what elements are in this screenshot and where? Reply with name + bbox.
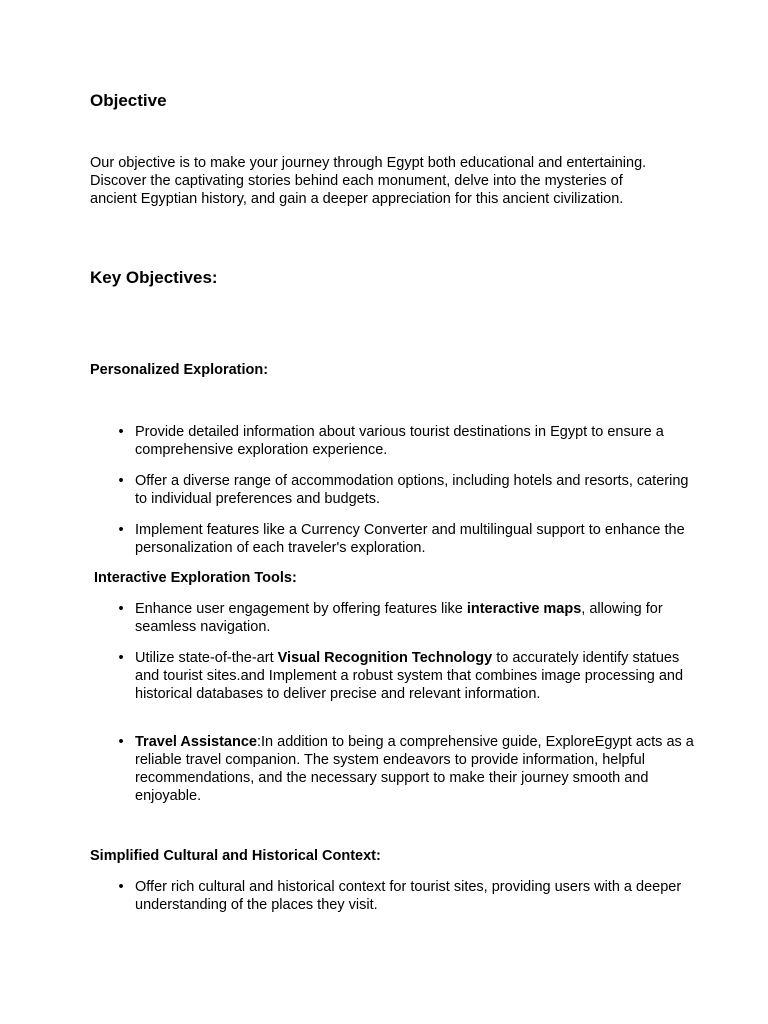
bullet-icon: • [118,522,124,538]
objective-heading: Objective [90,91,167,110]
bullet-icon: • [118,650,124,666]
section-heading-personalized-exploration: Personalized Exploration: [90,362,269,378]
list-item: • Offer a diverse range of accommodation options, including hotels and resorts, catering to individual preferences and budgets. [135,472,695,508]
bullet-icon: • [118,879,124,895]
list-item: • Provide detailed information about various tourist destinations in Egypt to ensure a comprehensive exploration experience. [135,423,695,459]
list-item: • Enhance user engagement by offering features like interactive maps, allowing for seamless navigation. [135,600,695,636]
list-item: • Implement features like a Currency Converter and multilingual support to enhance the personalization of each traveler's exploration. [135,521,695,557]
key-objectives-heading: Key Objectives: [90,268,218,287]
section-heading-interactive-exploration-tools: Interactive Exploration Tools: [94,570,297,586]
list-item: • Utilize state-of-the-art Visual Recognition Technology to accurately identify statues and tourist sites.and Implement a robust system that combines image processing and historical databases to deliver precise and relevant information. [135,649,695,703]
bullet-icon: • [118,734,124,750]
bullet-icon: • [118,424,124,440]
list-item: • Travel Assistance:In addition to being a comprehensive guide, ExploreEgypt acts as a reliable travel companion. The system endeavors to provide information, helpful recommendations, and the necessary support to make their journey smooth and enjoyable. [135,733,695,805]
list-item: • Offer rich cultural and historical context for tourist sites, providing users with a deeper understanding of the places they visit. [135,878,695,914]
section-heading-simplified-cultural-historical-context: Simplified Cultural and Historical Context: [90,848,381,864]
objective-paragraph: Our objective is to make your journey through Egypt both educational and entertaining. Discover the captivating stories behind each monument, delve into the mysteries of ancient Egyptian history, and gain a deeper appreciation for this ancient civilization. [90,155,647,207]
bullet-icon: • [118,473,124,489]
bullet-icon: • [118,601,124,617]
